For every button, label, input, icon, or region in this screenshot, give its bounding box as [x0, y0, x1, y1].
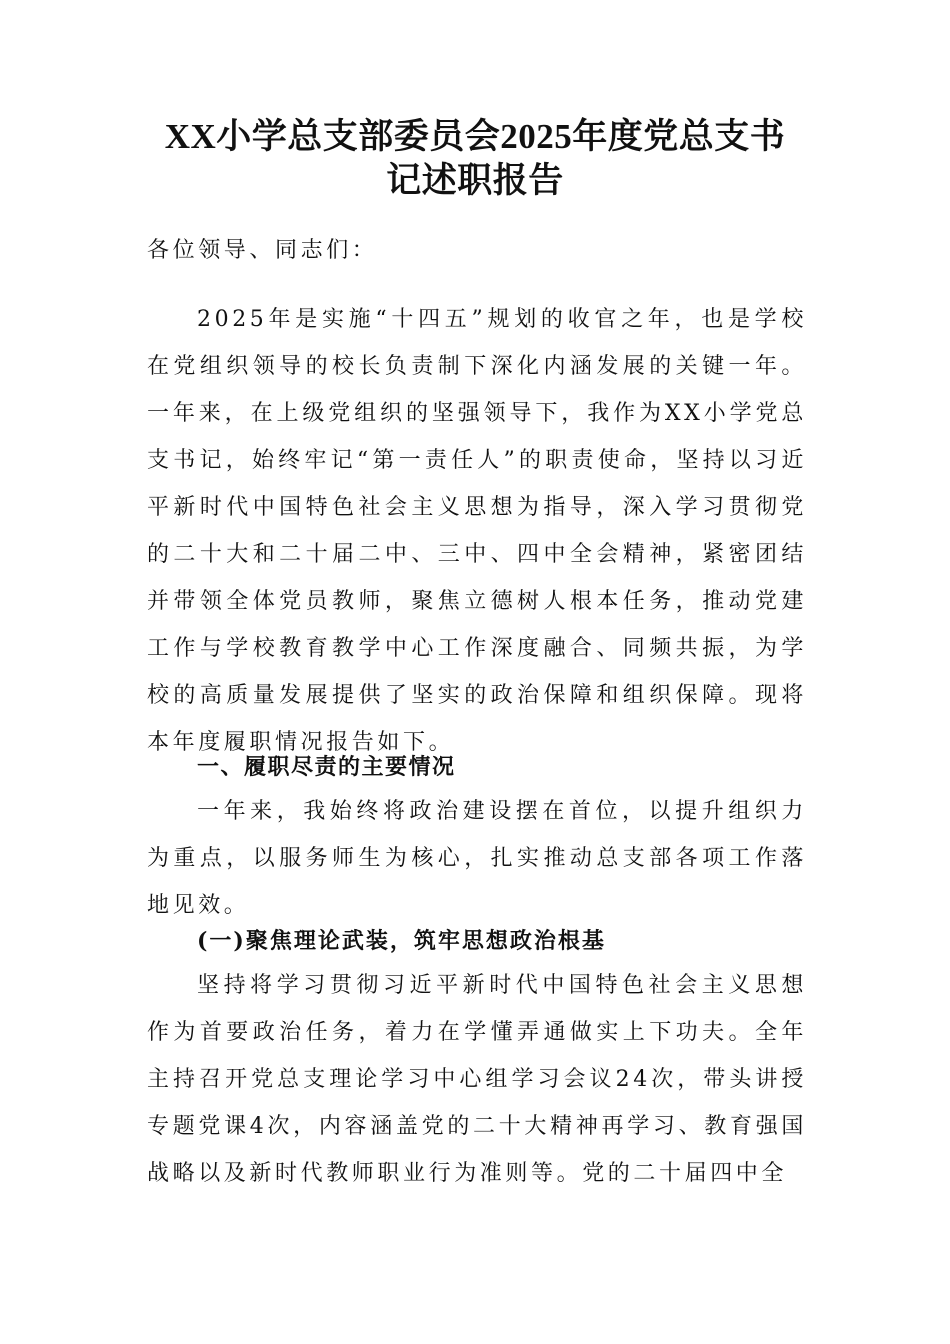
paragraph-intro: 2025年是实施“十四五”规划的收官之年，也是学校在党组织领导的校长负责制下深化内涵发展的关键一年。一年来，在上级党组织的坚强领导下，我作为XX小学党总支书记，始终牢记“第一责任人”的职责使命，坚持以习近平新时代中国特色社会主义思想为指导，深入学习贯彻党的二十大和二十届二中、三中、四中全会精神，紧密团结并带领全体党员教师，聚焦立德树人根本任务，推动党建工作与学校教育教学中心工作深度融合、同频共振，为学校的高质量发展提供了坚实的政治保障和组织保障。现将本年度履职情况报告如下。 — [147, 307, 807, 755]
document-title-line-1: XX小学总支部委员会2025年度党总支书 — [164, 117, 786, 156]
paragraph-subsection-1: 坚持将学习贯彻习近平新时代中国特色社会主义思想作为首要政治任务，着力在学懂弄通做实上下功夫。全年主持召开党总支理论学习中心组学习会议24次，带头讲授专题党课4次，内容涵盖党的二十大精神再学习、教育强国战略以及新时代教师职业行为准则等。党的二十届四中全 — [147, 973, 807, 1186]
paragraph-section-1: 一年来，我始终将政治建设摆在首位，以提升组织力为重点，以服务师生为核心，扎实推动总支部各项工作落地见效。 — [147, 799, 807, 918]
section-heading-1: 一、履职尽责的主要情况 — [197, 755, 456, 780]
salutation: 各位领导、同志们： — [147, 238, 378, 263]
document-title-line-2: 记述职报告 — [386, 161, 564, 200]
subsection-heading-1: (一)聚焦理论武装，筑牢思想政治根基 — [197, 928, 606, 954]
